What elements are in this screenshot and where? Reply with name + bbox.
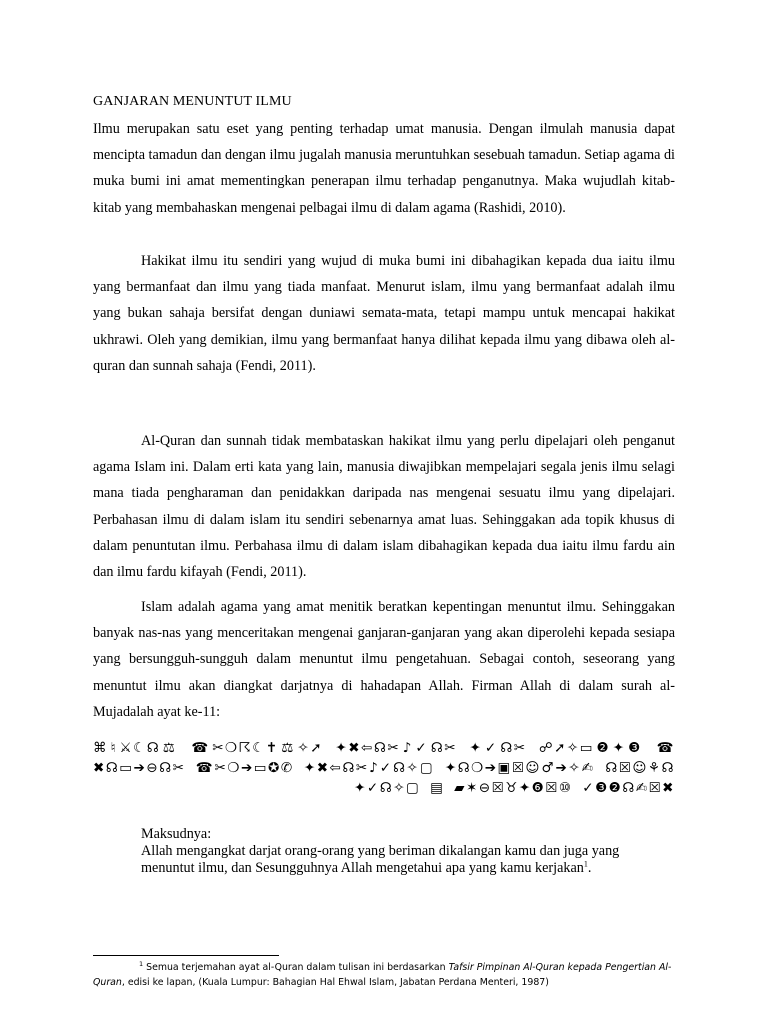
footnote-book-title: Tafsir Pimpinan Al-Quran kepada Pengertian Al-Quran xyxy=(93,962,672,988)
footnote-divider xyxy=(93,955,279,956)
footnote-number: 1 xyxy=(139,959,144,968)
meaning-end: . xyxy=(587,860,592,876)
footnote-text-before: Semua terjemahan ayat al-Quran dalam tulisan ini berdasarkan xyxy=(146,962,449,973)
paragraph-1: Ilmu merupakan satu eset yang penting terhadap umat manusia. Dengan ilmulah manusia dapat mencipta tamadun dan dengan ilmu jugalah manusia meruntuhkan sesebuah tamadun. Setiap agama di muka bumi ini amat mementingkan penerapan ilmu terhadap penganutnya. Maka wujudlah kitab-kitab yang membahaskan mengenai pelbagai ilmu di dalam agama (Rashidi, 2010). xyxy=(93,121,675,216)
footnote-indent xyxy=(93,959,449,973)
paragraph-2: Hakikat ilmu itu sendiri yang wujud di muka bumi ini dibahagikan kepada dua iaitu ilmu yang bermanfaat dan ilmu yang tiada manfaat. Menurut islam, ilmu yang bermanfaat adalah ilmu yang bukan sahaja bersifat dengan duniawi semata-mata, tetapi mampu untuk mencapai hakikat ukhrawi. Oleh yang demikian, ilmu yang bermanfaat hanya dilihat kepada ilmu yang dibawa oleh al-quran dan sunnah sahaja (Fendi, 2011). xyxy=(93,253,675,374)
page-title: GANJARAN MENUNTUT ILMU xyxy=(93,94,292,109)
paragraph-3: Al-Quran dan sunnah tidak membataskan hakikat ilmu yang perlu dipelajari oleh penganut agama Islam ini. Dalam erti kata yang lain, manusia diwajibkan mempelajari segala jenis ilmu selagi mana tiada pengharaman dan penidakkan daripada nas mengenai sesuatu ilmu yang dipelajari. Perbahasan ilmu di dalam islam itu sendiri sebenarnya amat luas. Sehinggakan ada topik khusus di dalam penuntutan ilmu. Perbahasa ilmu di dalam islam dibahagikan kepada dua iaitu ilmu fardu ain dan ilmu fardu kifayah (Fendi, 2011). xyxy=(93,433,675,581)
meaning-text: Allah mengangkat darjat orang-orang yang beriman dikalangan kamu dan juga yang menuntut ilmu, dan Sesungguhnya Allah mengetahui apa yang kamu kerjakan xyxy=(141,843,620,876)
verse-meaning xyxy=(141,826,675,877)
footnote xyxy=(93,960,675,990)
meaning-label: Maksudnya: xyxy=(141,826,212,842)
footnote-text-after: , edisi ke lapan, (Kuala Lumpur: Bahagian Hal Ehwal Islam, Jabatan Perdana Menteri, 1987) xyxy=(121,977,549,988)
meaning-text-block xyxy=(141,843,675,877)
quran-verse-glyphs: ⌘♮⚔☾☊⚖ ☎✂❍☈☾✝⚖✧➚ ✦✖⇦☊✂♪✓☊✂ ✦✓☊✂ ☍➚✧▭❷✦❸ ☎ ✖☊▭➔⊖☊✂ ☎✂❍➔▭✪✆ ✦✖⇦☊✂♪✓☊✧▢ ✦☊❍➔▣☒☺♂➔✧✍ ☊☒☺⚘☊ ✦✓☊✧▢ ▤ ▰✶⊖☒♉✦❻☒⑩ ✓❸❷☊✍☒✖ xyxy=(93,740,675,796)
footnote-reference[interactable]: 1 xyxy=(583,859,588,869)
paragraph-4: Islam adalah agama yang amat menitik beratkan kepentingan menuntut ilmu. Sehinggakan banyak nas-nas yang menceritakan mengenai ganjaran-ganjaran yang akan diperolehi kepada sesiapa yang bersungguh-sungguh dalam menuntut ilmu pengetahuan. Sebagai contoh, seseorang yang menuntut ilmu akan diangkat darjatnya di hahadapan Allah. Firman Allah di dalam surah al-Mujadalah ayat ke-11: xyxy=(93,599,675,720)
